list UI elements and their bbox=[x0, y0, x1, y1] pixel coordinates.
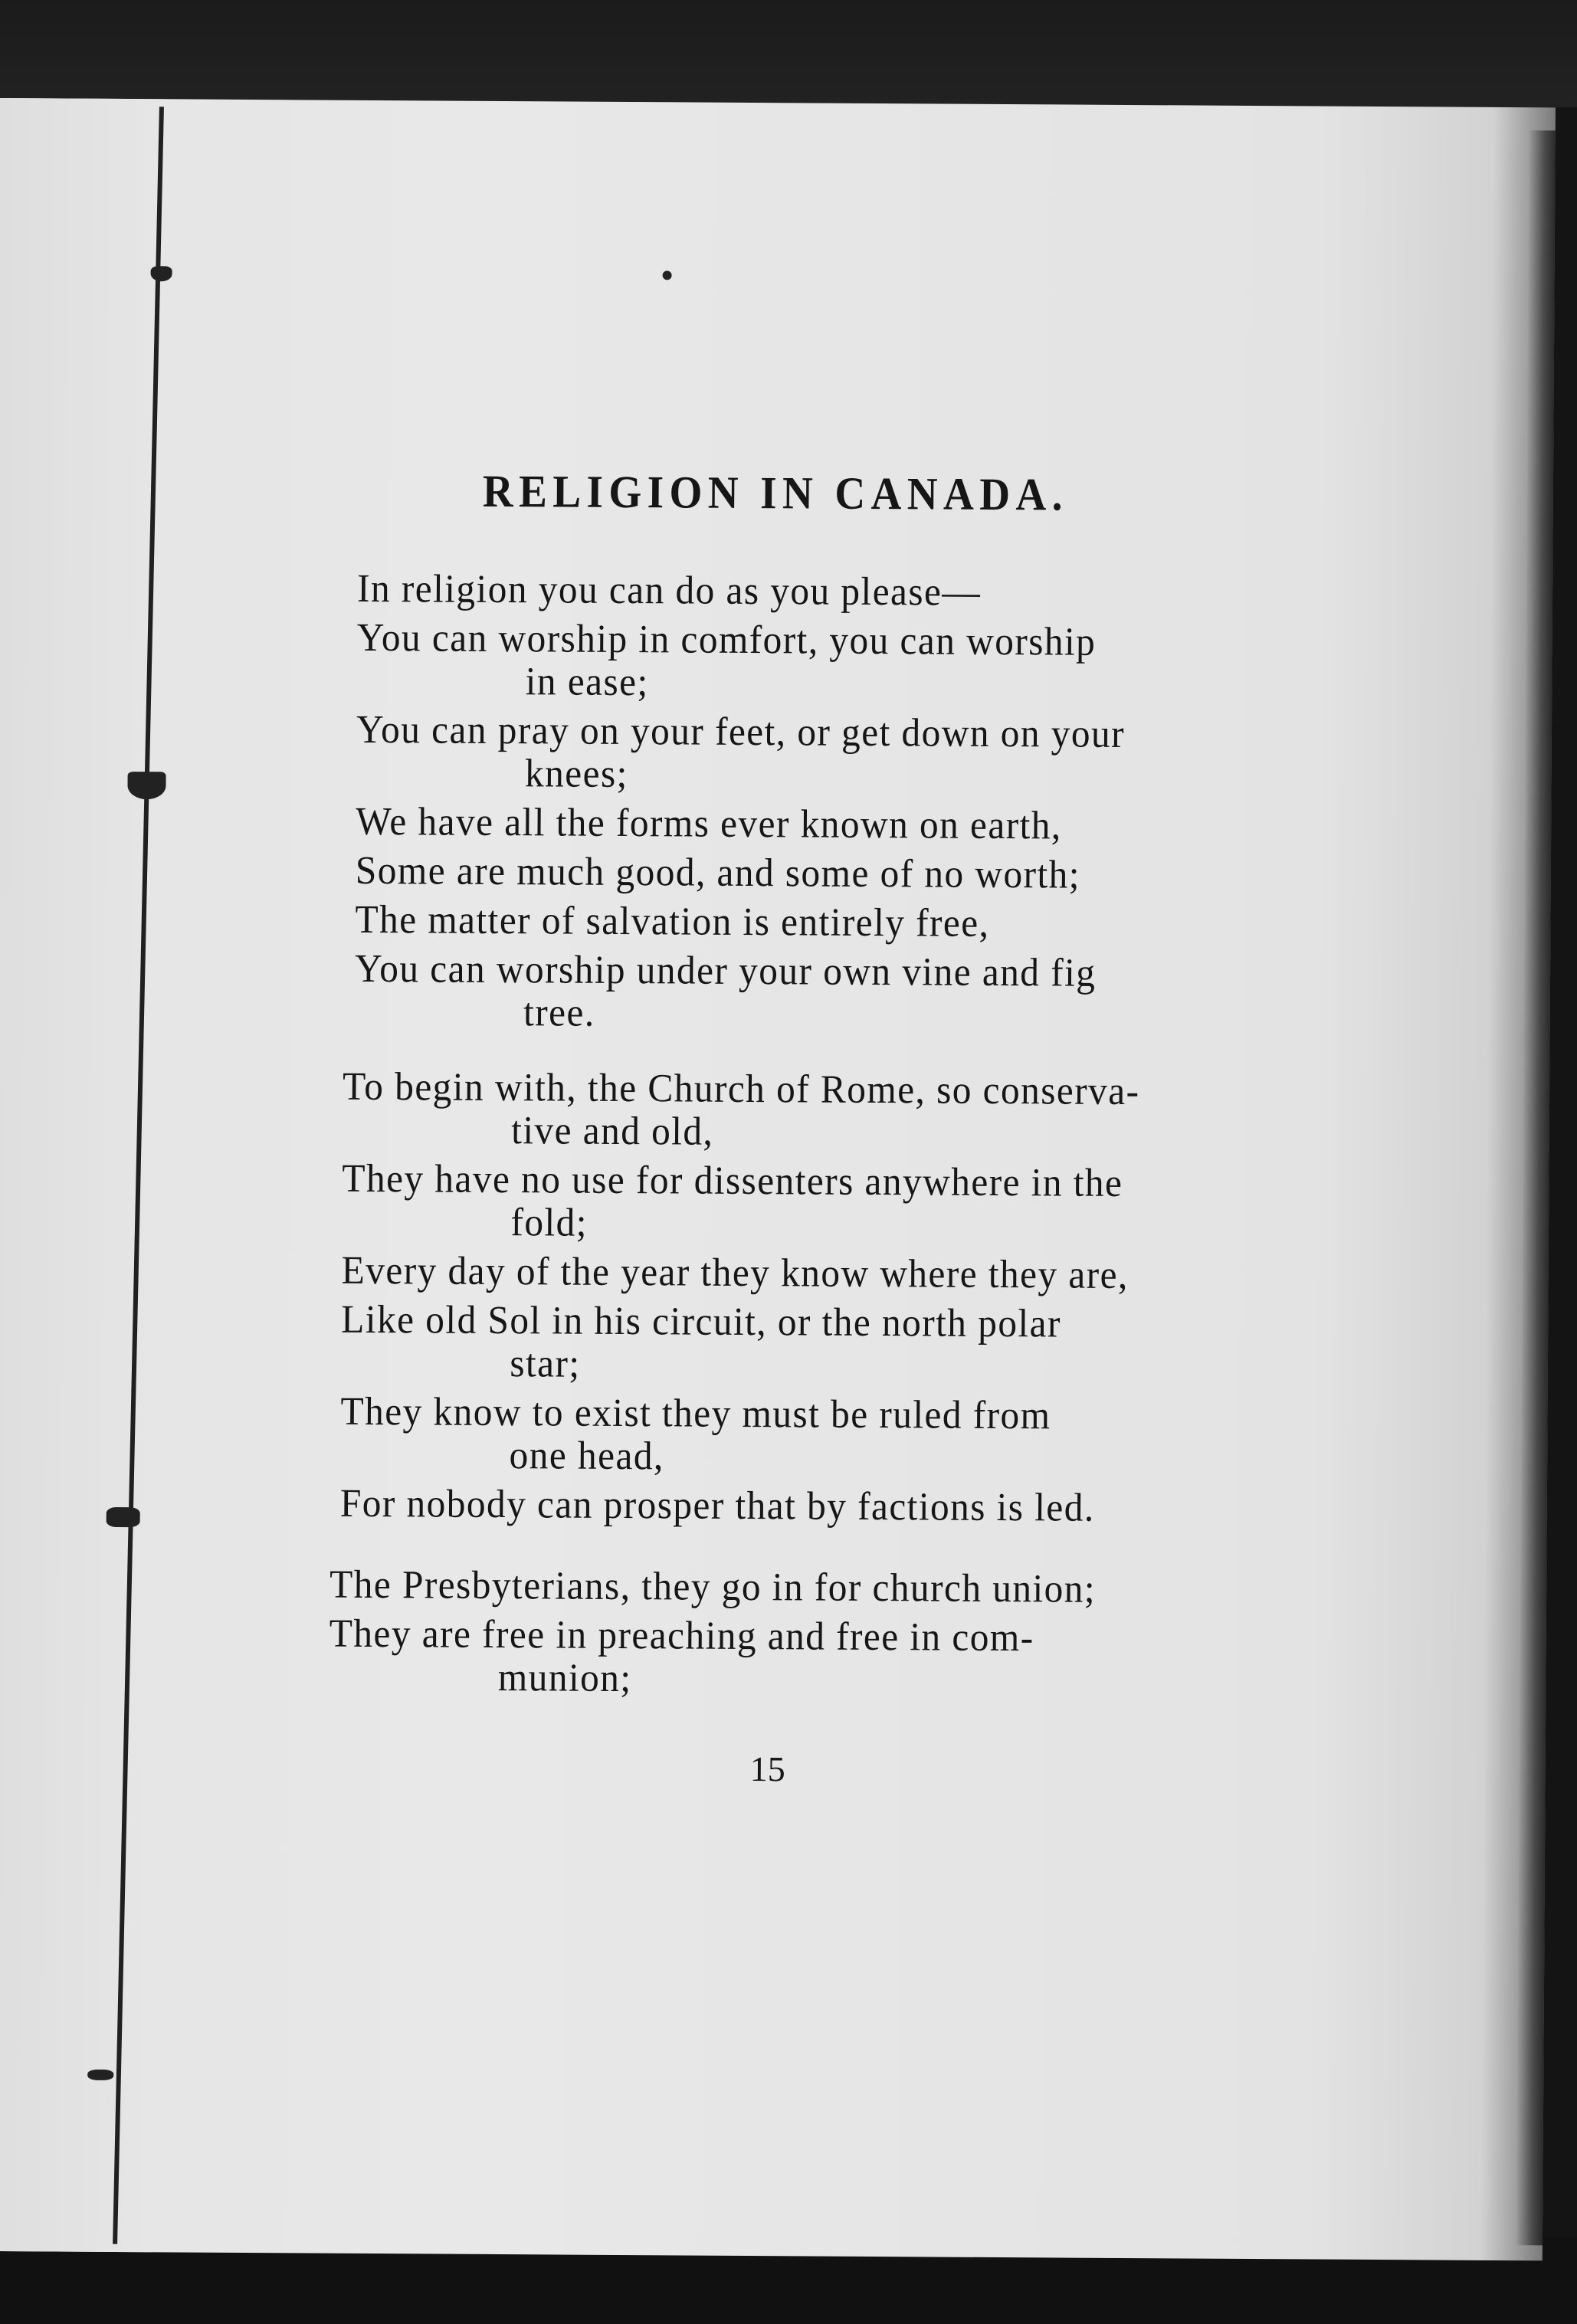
verse-line: They have no use for dissenters anywhere in the fold; bbox=[342, 1158, 1252, 1249]
verse-line: Some are much good, and some of no worth; bbox=[355, 848, 1081, 897]
verse-line: They are free in preaching and free in com- munion; bbox=[329, 1613, 1239, 1704]
verse-line: For nobody can prosper that by factions is led. bbox=[339, 1481, 1095, 1530]
verse-continuation: star; bbox=[510, 1342, 581, 1386]
verse-line: Every day of the year they know where they are, bbox=[341, 1248, 1129, 1298]
verse-continuation: in ease; bbox=[525, 660, 649, 705]
verse-line: To begin with, the Church of Rome, so conserva- tive and old, bbox=[343, 1066, 1253, 1157]
verse-continuation: tree. bbox=[523, 991, 595, 1035]
page-content bbox=[0, 98, 1556, 2260]
verse-line: The matter of salvation is entirely free, bbox=[355, 897, 990, 946]
verse-continuation: one head, bbox=[509, 1434, 664, 1479]
page-number: 15 bbox=[749, 1749, 785, 1789]
scan-border-top bbox=[0, 0, 1577, 107]
verse-line: They know to exist they must be ruled from one head, bbox=[340, 1391, 1251, 1482]
stanza-2 bbox=[340, 1066, 1301, 1538]
verse-continuation: munion; bbox=[497, 1656, 632, 1701]
poem-title: RELIGION IN CANADA. bbox=[482, 465, 1069, 520]
verse-continuation: fold; bbox=[510, 1201, 589, 1245]
verse-line: We have all the forms ever known on earth, bbox=[356, 799, 1062, 848]
verse-line: In religion you can do as you please— bbox=[356, 566, 982, 615]
verse-line: You can worship under your own vine and fig tree. bbox=[355, 948, 1265, 1039]
verse-line: The Presbyterians, they go in for church union; bbox=[329, 1562, 1097, 1611]
verse-line: You can worship in comfort, you can worship in ease; bbox=[356, 617, 1267, 708]
verse-continuation: tive and old, bbox=[511, 1109, 714, 1154]
stanza-3 bbox=[329, 1564, 1287, 1711]
stanza-1 bbox=[355, 568, 1316, 1046]
verse-continuation: knees; bbox=[524, 752, 628, 797]
verse-line: Like old Sol in his circuit, or the north polar star; bbox=[341, 1299, 1251, 1390]
verse-line: You can pray on your feet, or get down on your knees; bbox=[356, 709, 1266, 800]
book-page bbox=[0, 98, 1556, 2260]
